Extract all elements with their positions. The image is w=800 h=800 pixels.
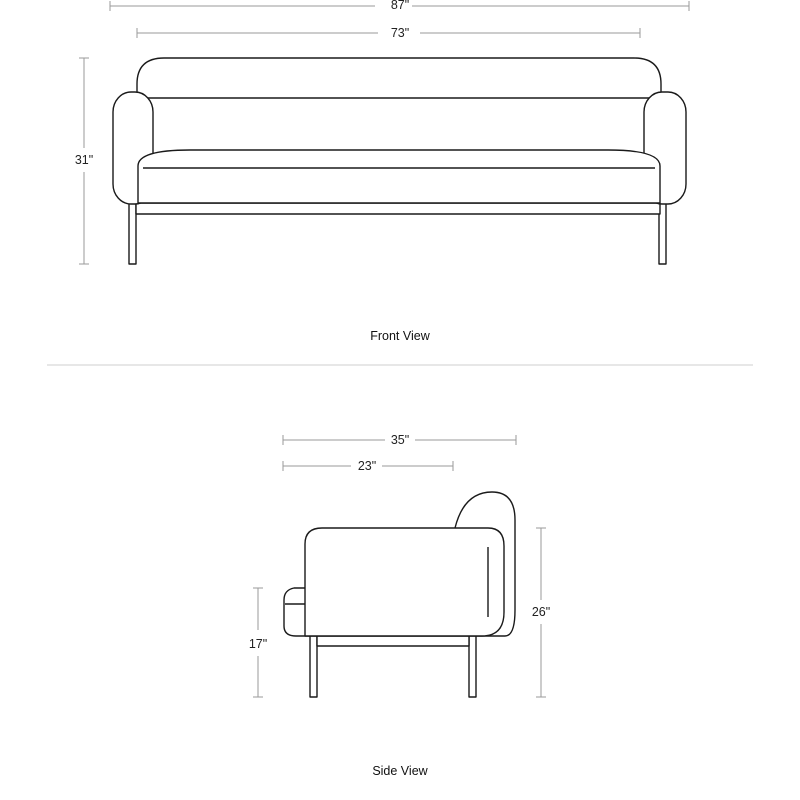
side-overall-depth-dimension bbox=[283, 433, 516, 447]
side-front-leg bbox=[310, 636, 317, 697]
side-arm-height-dimension bbox=[532, 528, 550, 697]
front-view bbox=[75, 0, 689, 343]
front-left-leg bbox=[129, 202, 136, 264]
front-overall-width-dimension bbox=[110, 0, 689, 12]
sofa-front-drawing bbox=[113, 58, 686, 264]
front-height-dimension bbox=[75, 58, 93, 264]
side-arm-height-label: 26" bbox=[531, 605, 551, 619]
front-overall-width-label: 87" bbox=[390, 0, 410, 12]
side-seat-depth-dimension bbox=[283, 459, 453, 473]
side-seat-height-dimension bbox=[249, 588, 267, 697]
side-arm bbox=[305, 528, 504, 636]
front-inner-width-label: 73" bbox=[390, 26, 410, 40]
side-back-leg bbox=[469, 636, 476, 697]
side-seat-height-label: 17" bbox=[248, 637, 268, 651]
front-view-title: Front View bbox=[370, 329, 430, 343]
side-base-rail bbox=[317, 636, 469, 646]
front-backrest bbox=[137, 58, 661, 98]
sofa-side-drawing bbox=[284, 492, 515, 697]
side-seat-depth-label: 23" bbox=[357, 459, 377, 473]
front-seat-cushion bbox=[138, 150, 660, 203]
front-inner-width-dimension bbox=[137, 26, 640, 40]
side-overall-depth-label: 35" bbox=[390, 433, 410, 447]
front-base-rail bbox=[136, 203, 660, 214]
side-view bbox=[249, 433, 550, 778]
side-view-title: Side View bbox=[372, 764, 428, 778]
front-height-label: 31" bbox=[74, 153, 94, 167]
